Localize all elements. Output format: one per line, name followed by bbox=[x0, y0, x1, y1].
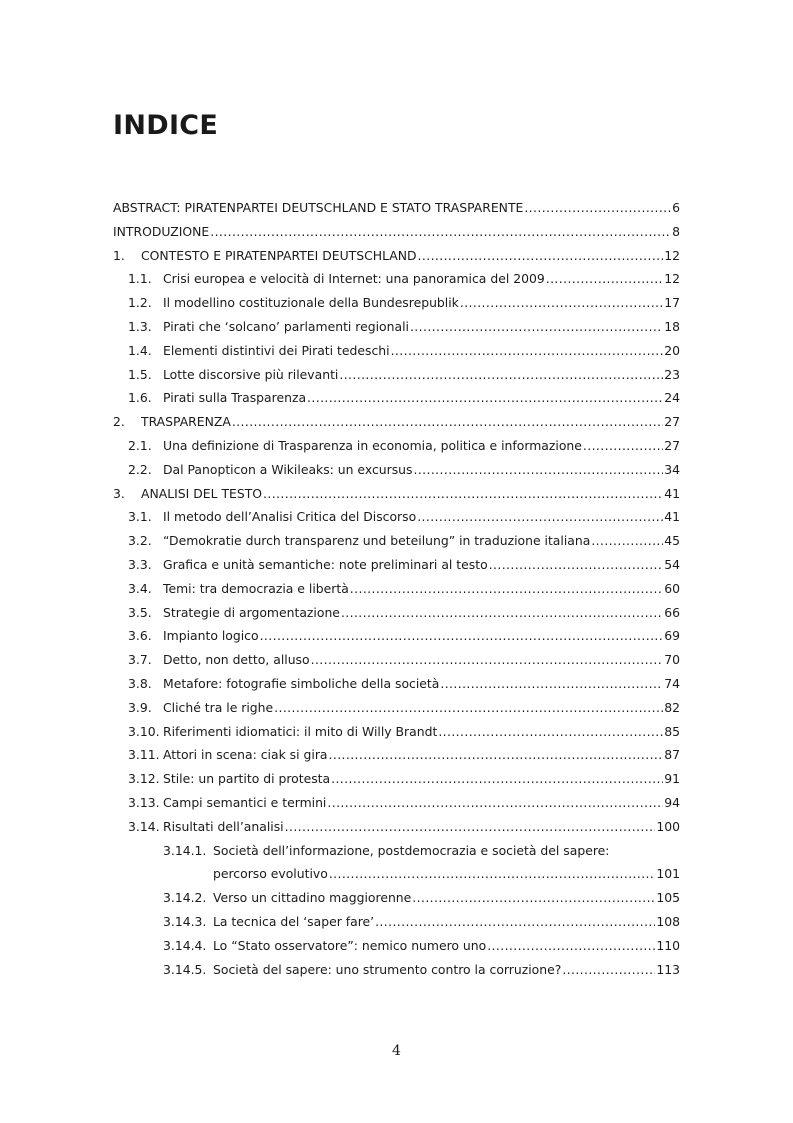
toc-entry-page: 113 bbox=[656, 961, 680, 977]
toc-entry-label: Cliché tra le righe bbox=[163, 699, 274, 715]
toc-leader-dots bbox=[274, 696, 663, 720]
toc-entry-number: 2.1. bbox=[128, 437, 152, 453]
toc-entry-label: Pirati che ‘solcano’ parlamenti regionali bbox=[163, 318, 409, 334]
toc-entry-page: 94 bbox=[664, 794, 680, 810]
toc-entry-number: 1.2. bbox=[128, 295, 152, 311]
toc-entry[interactable] bbox=[113, 553, 680, 577]
toc-entry[interactable] bbox=[113, 910, 680, 934]
toc-entry-number: 3.14.1. bbox=[163, 842, 207, 858]
toc-entry-label: ABSTRACT: PIRATENPARTEI DEUTSCHLAND E STATO TRASPARENTE bbox=[113, 200, 524, 215]
toc-entry-number: 3.9. bbox=[128, 699, 152, 715]
toc-entry-label: ANALISI DEL TESTO bbox=[141, 485, 263, 501]
toc-entry-number: 3.8. bbox=[128, 675, 152, 691]
toc-entry[interactable] bbox=[113, 720, 680, 744]
toc-entry[interactable] bbox=[113, 267, 680, 291]
toc-entry-number: 1.3. bbox=[128, 318, 152, 334]
toc-entry-page: 20 bbox=[664, 342, 680, 358]
toc-entry-number: 3.7. bbox=[128, 652, 152, 668]
toc-entry-label: Verso un cittadino maggiorenne bbox=[213, 890, 412, 906]
toc-entry-page: 60 bbox=[664, 580, 680, 596]
toc-leader-dots bbox=[327, 791, 663, 815]
toc-leader-dots bbox=[329, 743, 664, 767]
toc-entry[interactable] bbox=[113, 648, 680, 672]
toc-leader-dots bbox=[285, 815, 656, 839]
toc-entry[interactable] bbox=[113, 624, 680, 648]
toc-entry-number: 2. bbox=[113, 414, 125, 430]
toc-entry[interactable] bbox=[113, 220, 680, 244]
toc-entry-number: 3. bbox=[113, 485, 125, 501]
toc-entry-page: 105 bbox=[656, 890, 680, 906]
toc-entry[interactable] bbox=[113, 458, 680, 482]
toc-entry-label: Crisi europea e velocità di Internet: una panoramica del 2009 bbox=[163, 271, 545, 287]
toc-entry[interactable] bbox=[113, 339, 680, 363]
toc-entry[interactable] bbox=[113, 815, 680, 839]
toc-entry-number: 2.2. bbox=[128, 461, 152, 477]
toc-entry[interactable] bbox=[113, 291, 680, 315]
toc-leader-dots bbox=[438, 720, 663, 744]
toc-entry[interactable] bbox=[113, 672, 680, 696]
toc-entry-label: “Demokratie durch transparenz und beteilung” in traduzione italiana bbox=[163, 533, 591, 549]
toc-leader-dots bbox=[232, 410, 663, 434]
toc-leader-dots bbox=[263, 482, 663, 506]
toc-entry[interactable] bbox=[113, 696, 680, 720]
toc-entry-page: 110 bbox=[656, 937, 680, 953]
toc-leader-dots bbox=[591, 529, 663, 553]
toc-entry-label: Risultati dell’analisi bbox=[163, 818, 284, 834]
toc-entry-label: Lo “Stato osservatore”: nemico numero uno bbox=[213, 937, 487, 953]
toc-leader-dots bbox=[460, 291, 663, 315]
toc-leader-dots bbox=[375, 910, 655, 934]
toc-entry-page: 8 bbox=[672, 223, 680, 239]
toc-entry[interactable] bbox=[113, 434, 680, 458]
toc-entry-page: 74 bbox=[664, 675, 680, 691]
toc-entry-page: 27 bbox=[664, 437, 680, 453]
toc-entry-continuation[interactable] bbox=[113, 862, 680, 886]
toc-entry-number: 1. bbox=[113, 247, 125, 263]
toc-leader-dots bbox=[350, 577, 663, 601]
toc-entry-page: 91 bbox=[664, 771, 680, 787]
toc-entry-page: 34 bbox=[664, 461, 680, 477]
toc-entry[interactable] bbox=[113, 386, 680, 410]
toc-entry-number: 3.6. bbox=[128, 628, 152, 644]
toc-entry-label: Una definizione di Trasparenza in economia, politica e informazione bbox=[163, 437, 582, 453]
toc-leader-dots bbox=[583, 434, 663, 458]
toc-leader-dots bbox=[413, 458, 663, 482]
toc-leader-dots bbox=[331, 767, 663, 791]
toc-leader-dots bbox=[418, 244, 664, 268]
toc-entry-label: percorso evolutivo bbox=[213, 866, 328, 882]
toc-entry-page: 87 bbox=[664, 747, 680, 763]
toc-entry[interactable] bbox=[113, 886, 680, 910]
toc-entry-page: 23 bbox=[664, 366, 680, 382]
toc-leader-dots bbox=[489, 553, 664, 577]
toc-entry-label: Il metodo dell’Analisi Critica del Discorso bbox=[163, 509, 417, 525]
toc-entry[interactable] bbox=[113, 958, 680, 982]
toc-entry[interactable] bbox=[113, 363, 680, 387]
toc-entry[interactable] bbox=[113, 839, 680, 863]
toc-leader-dots bbox=[410, 315, 663, 339]
toc-entry-page: 108 bbox=[656, 913, 680, 929]
toc-entry-page: 6 bbox=[672, 200, 680, 215]
toc-entry-number: 3.11. bbox=[128, 747, 160, 763]
toc-entry-number: 3.2. bbox=[128, 533, 152, 549]
toc-entry-page: 18 bbox=[664, 318, 680, 334]
toc-entry-page: 45 bbox=[664, 533, 680, 549]
toc-entry[interactable] bbox=[113, 529, 680, 553]
toc-leader-dots bbox=[341, 601, 663, 625]
toc-entry[interactable] bbox=[113, 315, 680, 339]
toc-entry-page: 69 bbox=[664, 628, 680, 644]
toc-entry-page: 12 bbox=[664, 271, 680, 287]
toc-entry-label: Elementi distintivi dei Pirati tedeschi bbox=[163, 342, 390, 358]
toc-entry-page: 101 bbox=[656, 866, 680, 882]
toc-entry-page: 12 bbox=[664, 247, 680, 263]
toc-entry-page: 85 bbox=[664, 723, 680, 739]
toc-entry[interactable] bbox=[113, 601, 680, 625]
toc-entry-number: 3.14.2. bbox=[163, 890, 207, 906]
toc-entry-label: Lotte discorsive più rilevanti bbox=[163, 366, 339, 382]
toc-entry-page: 82 bbox=[664, 699, 680, 715]
toc-entry-label: Società dell’informazione, postdemocrazia e società del sapere: bbox=[213, 842, 610, 858]
toc-entry-label: Il modellino costituzionale della Bundesrepublik bbox=[163, 295, 459, 311]
toc-leader-dots bbox=[210, 220, 671, 244]
toc-entry-label: Detto, non detto, alluso bbox=[163, 652, 310, 668]
toc-entry[interactable] bbox=[113, 934, 680, 958]
toc-leader-dots bbox=[487, 934, 655, 958]
toc-entry-number: 1.4. bbox=[128, 342, 152, 358]
toc-entry-label: CONTESTO E PIRATENPARTEI DEUTSCHLAND bbox=[141, 247, 417, 263]
toc-entry-page: 17 bbox=[664, 295, 680, 311]
toc-entry-number: 3.13. bbox=[128, 794, 160, 810]
toc-leader-dots bbox=[546, 267, 663, 291]
toc-entry-number: 1.6. bbox=[128, 390, 152, 406]
toc-entry[interactable] bbox=[113, 743, 680, 767]
toc-entry-label: TRASPARENZA bbox=[141, 414, 231, 430]
page-number: 4 bbox=[392, 1043, 401, 1059]
toc-entry[interactable] bbox=[113, 577, 680, 601]
toc-entry-page: 54 bbox=[664, 556, 680, 572]
toc-entry-label: La tecnica del ‘saper fare’ bbox=[213, 913, 375, 929]
toc-entry[interactable] bbox=[113, 410, 680, 434]
toc-entry-label: Riferimenti idiomatici: il mito di Willy Brandt bbox=[163, 723, 438, 739]
toc-entry-number: 3.3. bbox=[128, 556, 152, 572]
toc-leader-dots bbox=[391, 339, 664, 363]
toc-entry-number: 3.4. bbox=[128, 580, 152, 596]
toc-entry-page: 66 bbox=[664, 604, 680, 620]
toc-entry-number: 3.5. bbox=[128, 604, 152, 620]
toc-entry-label: INTRODUZIONE bbox=[113, 223, 210, 239]
toc-entry-number: 1.5. bbox=[128, 366, 152, 382]
toc-leader-dots bbox=[412, 886, 655, 910]
toc-leader-dots bbox=[307, 386, 663, 410]
toc-entry[interactable] bbox=[113, 791, 680, 815]
page-title: INDICE bbox=[113, 110, 219, 141]
toc-leader-dots bbox=[339, 363, 663, 387]
toc-entry-label: Società del sapere: uno strumento contro la corruzione? bbox=[213, 961, 562, 977]
toc-entry-label: Impianto logico bbox=[163, 628, 259, 644]
toc-entry-label: Strategie di argomentazione bbox=[163, 604, 340, 620]
toc-leader-dots bbox=[329, 862, 656, 886]
toc-leader-dots bbox=[524, 196, 671, 220]
toc-entry-number: 3.14.5. bbox=[163, 961, 207, 977]
toc-entry-number: 3.14.4. bbox=[163, 937, 207, 953]
toc-leader-dots bbox=[440, 672, 663, 696]
toc-entry-number: 3.14.3. bbox=[163, 913, 207, 929]
toc-entry-label: Campi semantici e termini bbox=[163, 794, 327, 810]
toc-entry[interactable] bbox=[113, 767, 680, 791]
table-of-contents bbox=[113, 196, 680, 981]
toc-leader-dots bbox=[260, 624, 664, 648]
toc-entry[interactable] bbox=[113, 505, 680, 529]
toc-entry-page: 100 bbox=[656, 818, 680, 834]
toc-entry-number: 3.14. bbox=[128, 818, 160, 834]
toc-entry-number: 3.1. bbox=[128, 509, 152, 525]
toc-leader-dots bbox=[311, 648, 664, 672]
toc-entry[interactable] bbox=[113, 244, 680, 268]
toc-entry-number: 3.12. bbox=[128, 771, 160, 787]
toc-entry-label: Dal Panopticon a Wikileaks: un excursus bbox=[163, 461, 413, 477]
toc-entry-label: Stile: un partito di protesta bbox=[163, 771, 331, 787]
toc-leader-dots bbox=[417, 505, 663, 529]
toc-entry-page: 70 bbox=[664, 652, 680, 668]
toc-entry-label: Grafica e unità semantiche: note preliminari al testo bbox=[163, 556, 488, 572]
toc-entry-label: Pirati sulla Trasparenza bbox=[163, 390, 307, 406]
toc-entry-page: 27 bbox=[664, 414, 680, 430]
toc-entry-label: Attori in scena: ciak si gira bbox=[163, 747, 328, 763]
toc-entry[interactable] bbox=[113, 196, 680, 220]
toc-leader-dots bbox=[562, 958, 655, 982]
toc-entry-number: 1.1. bbox=[128, 271, 152, 287]
toc-entry-page: 24 bbox=[664, 390, 680, 406]
toc-entry-label: Metafore: fotografie simboliche della società bbox=[163, 675, 440, 691]
toc-entry[interactable] bbox=[113, 482, 680, 506]
toc-entry-label: Temi: tra democrazia e libertà bbox=[163, 580, 349, 596]
toc-entry-number: 3.10. bbox=[128, 723, 160, 739]
toc-entry-page: 41 bbox=[664, 509, 680, 525]
toc-entry-page: 41 bbox=[664, 485, 680, 501]
